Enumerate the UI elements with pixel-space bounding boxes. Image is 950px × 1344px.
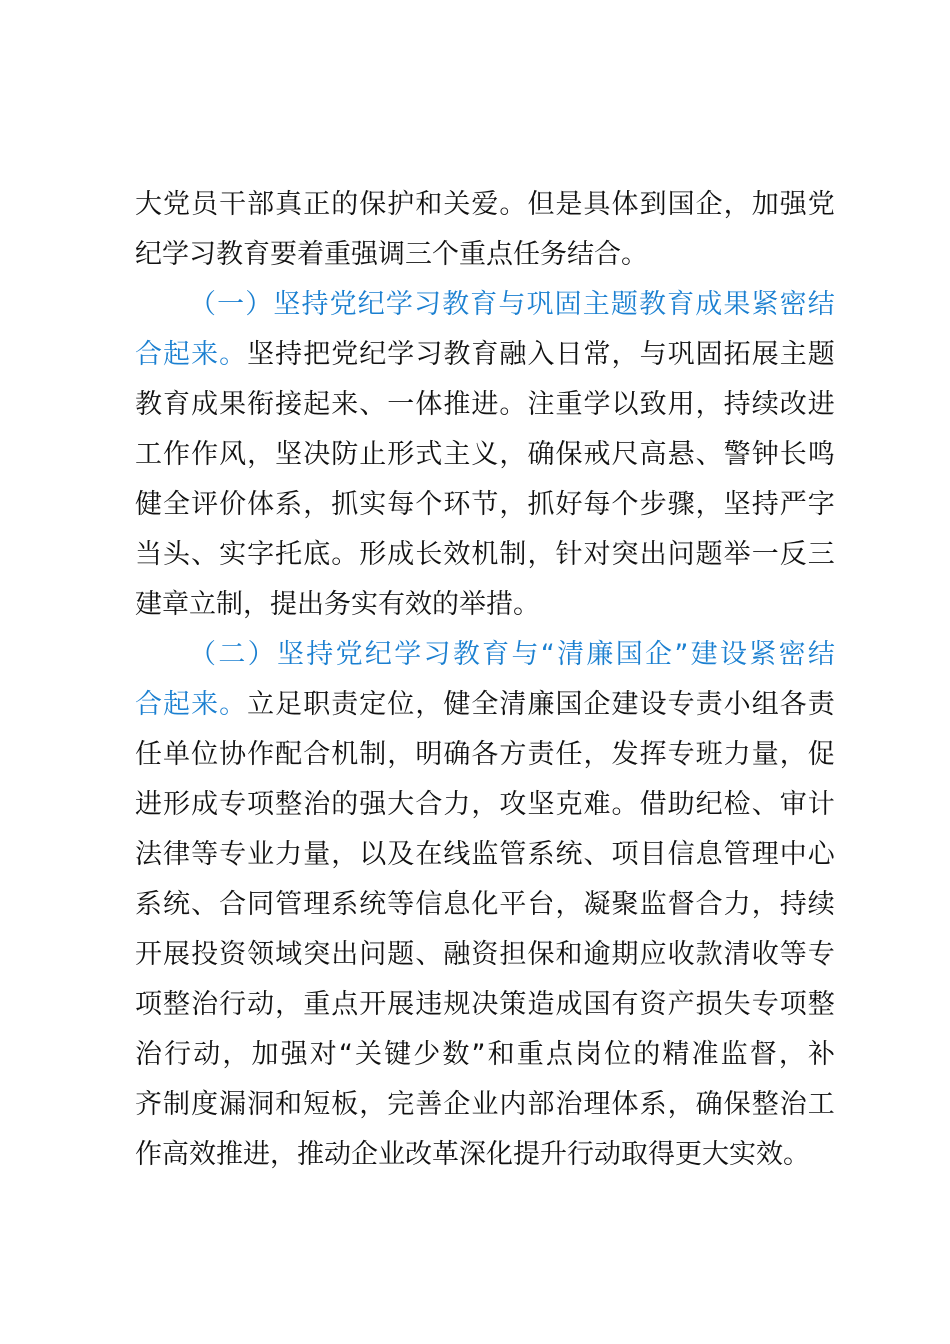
text-line: （ 一 ） 坚 持 党 纪 学 习 教 育 与 巩 固 主 题 教 育 成 果 紧 密 结 [189,289,835,320]
text-line: 工 作 作 风 ， 坚 决 防 止 形 式 主 义 ， 确 保 戒 尺 高 悬 、 警 钟 长 鸣 [135,439,835,470]
body-text: 作高效推进，推动企业改革深化提升行动取得更大实效。 [135,1139,810,1170]
text-line: 合 起 来 。 坚 持 把 党 纪 学 习 教 育 融 入 日 常 ， 与 巩 固 拓 展 主 题 [135,339,835,370]
text-line: 当 头 、 实 字 托 底 。 形 成 长 效 机 制 ， 针 对 突 出 问 题 举 一 反 三 [135,539,835,570]
body-text: 建章立制，提出务实有效的举措。 [135,589,540,620]
text-line: 进 形 成 专 项 整 治 的 强 大 合 力 ， 攻 坚 克 难 。 借 助 纪 检 、 审 计 [135,789,835,820]
document-body [135,180,835,1180]
paragraph-p1 [135,280,835,630]
paragraph-p2 [135,630,835,1180]
text-line: 大 党 员 干 部 真 正 的 保 护 和 关 爱 。 但 是 具 体 到 国 企 ， 加 强 党 [135,189,835,220]
text-line: 任 单 位 协 作 配 合 机 制 ， 明 确 各 方 责 任 ， 发 挥 专 班 力 量 ， 促 [135,739,835,770]
text-line: 法 律 等 专 业 力 量 ， 以 及 在 线 监 管 系 统 、 项 目 信 息 管 理 中 心 [135,839,835,870]
text-line [135,230,835,280]
text-line: 项 整 治 行 动 ， 重 点 开 展 违 规 决 策 造 成 国 有 资 产 损 失 专 项 整 [135,989,835,1020]
text-line: 开 展 投 资 领 域 突 出 问 题 、 融 资 担 保 和 逾 期 应 收 款 清 收 等 专 [135,939,835,970]
text-line: （ 二 ） 坚 持 党 纪 学 习 教 育 与 “ 清 廉 国 企 ” 建 设 紧 密 结 [189,639,835,670]
text-line: 治 行 动 ， 加 强 对 “ 关 键 少 数 ” 和 重 点 岗 位 的 精 准 监 督 ， 补 [135,1039,835,1070]
text-line [135,1130,835,1180]
text-line: 教 育 成 果 衔 接 起 来 、 一 体 推 进 。 注 重 学 以 致 用 ， 持 续 改 进 [135,389,835,420]
text-line: 齐 制 度 漏 洞 和 短 板 ， 完 善 企 业 内 部 治 理 体 系 ， 确 保 整 治 工 [135,1089,835,1120]
paragraph-p0 [135,180,835,280]
text-line: 系 统 、 合 同 管 理 系 统 等 信 息 化 平 台 ， 凝 聚 监 督 合 力 ， 持 续 [135,889,835,920]
body-text: 纪学习教育要着重强调三个重点任务结合。 [135,239,648,270]
text-line [135,580,835,630]
text-line: 合 起 来 。 立 足 职 责 定 位 ， 健 全 清 廉 国 企 建 设 专 责 小 组 各 责 [135,689,835,720]
text-line: 健 全 评 价 体 系 ， 抓 实 每 个 环 节 ， 抓 好 每 个 步 骤 ， 坚 持 严 字 [135,489,835,520]
